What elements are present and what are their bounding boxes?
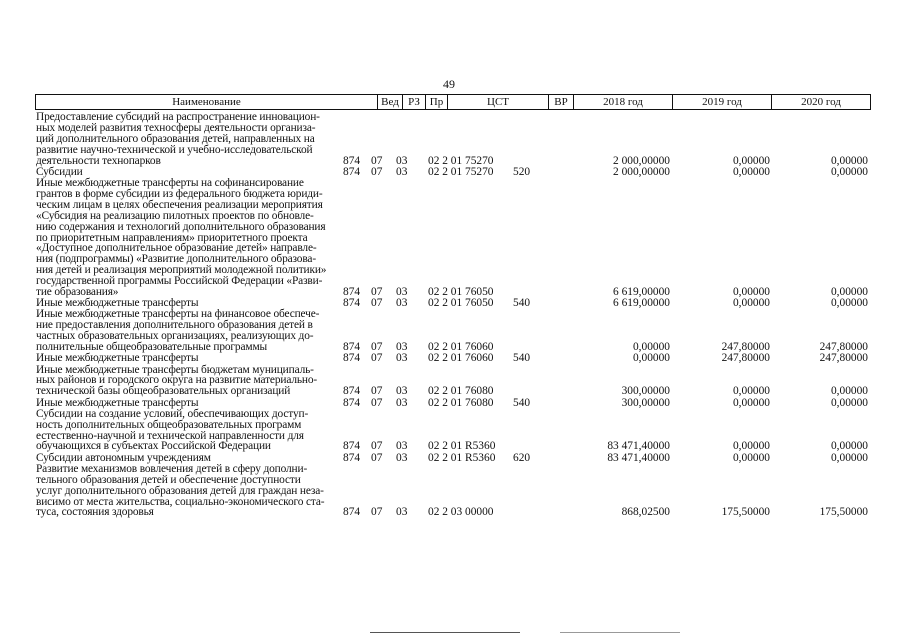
- row-name-line: тие образования»: [36, 286, 119, 299]
- row-name-line: ния детей и реализация мероприятий молодежной политики»: [36, 264, 327, 277]
- cell-y2019: 0,00000: [732, 154, 770, 167]
- header-ved: Вед: [381, 96, 399, 108]
- header-cst: ЦСТ: [487, 96, 509, 108]
- row-name-line: туса, состояния здоровья: [36, 506, 154, 519]
- row-name: [36, 409, 378, 453]
- cell-rz: 07: [371, 396, 383, 409]
- cell-cst: 02 2 01 76060: [428, 352, 494, 365]
- cell-rz: 07: [371, 341, 383, 354]
- cell-rz: 07: [371, 297, 383, 310]
- row-name: [36, 453, 378, 464]
- row-name: [36, 309, 378, 353]
- table-header: [35, 94, 871, 110]
- row-name-line: естественно-научной и технической направленности для: [36, 429, 304, 442]
- cell-cst: 02 2 01 76080: [428, 385, 494, 398]
- cell-y2018: 83 471,40000: [607, 440, 670, 453]
- cell-y2019: 175,50000: [721, 506, 770, 519]
- cell-y2018: 0,00000: [632, 341, 670, 354]
- cell-pr: 03: [396, 341, 408, 354]
- cell-ved: 874: [343, 506, 361, 519]
- cell-y2018: 2 000,00000: [613, 154, 670, 167]
- cell-cst: 02 2 03 00000: [428, 506, 494, 519]
- cell-pr: 03: [396, 352, 408, 365]
- row-name-line: Иные межбюджетные трансферты: [36, 396, 199, 409]
- row-name-line: грантов в форме субсидии из федерального бюджета юриди-: [36, 187, 323, 200]
- cell-rz: 07: [371, 352, 383, 365]
- cell-ved: 874: [343, 396, 361, 409]
- row-name-line: ческим лицам в целях обеспечения реализации мероприятия: [36, 198, 323, 211]
- cell-y2018: 6 619,00000: [613, 286, 670, 298]
- header-2020: 2020 год: [801, 96, 841, 108]
- row-name-line: Предоставление субсидий на распространение инновацион-: [36, 111, 320, 123]
- row-name-line: Иные межбюджетные трансферты: [36, 352, 199, 365]
- cell-pr: 03: [396, 154, 408, 167]
- cell-y2020: 0,00000: [830, 440, 868, 453]
- cell-ved: 874: [343, 385, 361, 398]
- row-name-line: Иные межбюджетные трансферты на финансовое обеспече-: [36, 308, 320, 321]
- cell-rz: 07: [371, 385, 383, 398]
- cell-ved: 874: [343, 154, 361, 167]
- header-vr: ВР: [554, 96, 568, 108]
- cell-vr: 520: [513, 165, 531, 178]
- row-name: [36, 398, 378, 409]
- cell-y2020: 0,00000: [830, 286, 868, 298]
- cell-ved: 874: [343, 451, 361, 464]
- cell-ved: 874: [343, 341, 361, 354]
- row-name-line: Субсидии на создание условий, обеспечивающих доступ-: [36, 407, 309, 420]
- row-name-line: государственной программы Российской Федерации «Разви-: [36, 275, 323, 288]
- row-name: [36, 365, 378, 398]
- row-name-line: обучающихся в субъектах Российской Федерации: [36, 440, 271, 453]
- cell-y2020: 0,00000: [830, 385, 868, 398]
- cell-pr: 03: [396, 297, 408, 310]
- row-name-line: полнительные общеобразовательные программы: [36, 341, 268, 354]
- header-rz: РЗ: [408, 96, 420, 108]
- row-name-line: ций дополнительного образования детей, направленных на: [36, 132, 315, 145]
- cell-y2018: 2 000,00000: [613, 165, 670, 178]
- cell-y2018: 83 471,40000: [607, 451, 670, 464]
- header-2019: 2019 год: [702, 96, 742, 108]
- cell-cst: 02 2 01 75270: [428, 154, 494, 167]
- cell-y2019: 0,00000: [732, 385, 770, 398]
- cell-y2019: 0,00000: [732, 451, 770, 464]
- page-number: 49: [443, 77, 455, 91]
- row-name-line: Субсидии автономным учреждениям: [36, 451, 211, 464]
- cell-cst: 02 2 01 76050: [428, 286, 494, 298]
- row-name-line: Иные межбюджетные трансферты бюджетам муниципаль-: [36, 363, 314, 376]
- cell-cst: 02 2 01 76060: [428, 341, 494, 354]
- cell-pr: 03: [396, 385, 408, 398]
- cell-y2019: 0,00000: [732, 440, 770, 453]
- cell-vr: 540: [513, 396, 531, 409]
- row-name-line: частных образовательных организациях, реализующих до-: [36, 330, 314, 343]
- cell-rz: 07: [371, 506, 383, 519]
- row-name-line: деятельности технопарков: [36, 154, 161, 167]
- row-name-line: ния (подпрограммы) «Развитие дополнительного образова-: [36, 253, 316, 266]
- cell-y2018: 868,02500: [621, 506, 670, 519]
- scan-artifact: [370, 632, 520, 633]
- cell-y2019: 0,00000: [732, 165, 770, 178]
- row-name-line: ных моделей развития техносферы деятельности организа-: [36, 121, 316, 134]
- row-name: [36, 464, 378, 519]
- row-name-line: услуг дополнительного образования детей для граждан неза-: [36, 484, 324, 497]
- cell-y2020: 0,00000: [830, 165, 868, 178]
- cell-rz: 07: [371, 451, 383, 464]
- row-name-line: Иные межбюджетные трансферты на софинансирование: [36, 177, 304, 189]
- header-pr: Пр: [429, 96, 444, 108]
- cell-rz: 07: [371, 286, 383, 298]
- cell-ved: 874: [343, 440, 361, 453]
- row-name: [36, 112, 378, 167]
- row-name-line: Развитие механизмов вовлечения детей в сферу дополни-: [36, 462, 308, 475]
- cell-y2020: 247,80000: [819, 352, 868, 365]
- cell-y2018: 300,00000: [621, 385, 670, 398]
- cell-cst: 02 2 01 75270: [428, 165, 494, 178]
- row-name-line: развитие научно-технической и учебно-исследовательской: [36, 143, 313, 156]
- cell-y2019: 0,00000: [732, 286, 770, 298]
- row-name-line: Иные межбюджетные трансферты: [36, 297, 199, 310]
- row-name-line: технической базы общеобразовательных организаций: [36, 385, 291, 398]
- header-name: Наименование: [172, 96, 241, 108]
- cell-pr: 03: [396, 396, 408, 409]
- cell-pr: 03: [396, 451, 408, 464]
- cell-vr: 540: [513, 352, 531, 365]
- cell-ved: 874: [343, 297, 361, 310]
- row-name-line: ние предоставления дополнительного образования детей в: [36, 319, 313, 332]
- cell-rz: 07: [371, 440, 383, 453]
- cell-y2020: 0,00000: [830, 154, 868, 167]
- cell-y2018: 6 619,00000: [613, 297, 670, 310]
- row-name-line: нию содержания и технологий дополнительного образования: [36, 220, 326, 233]
- cell-cst: 02 2 01 R5360: [428, 451, 496, 464]
- cell-y2018: 0,00000: [632, 352, 670, 365]
- cell-cst: 02 2 01 R5360: [428, 440, 496, 453]
- row-name-line: Субсидии: [36, 165, 83, 178]
- row-name-line: ных районов и городского округа на развитие материально-: [36, 374, 318, 387]
- cell-cst: 02 2 01 76080: [428, 396, 494, 409]
- cell-pr: 03: [396, 165, 408, 178]
- cell-y2020: 0,00000: [830, 297, 868, 310]
- cell-pr: 03: [396, 286, 408, 298]
- scan-artifact: [560, 632, 680, 633]
- cell-y2020: 175,50000: [819, 506, 868, 519]
- row-name-line: ность дополнительных общеобразовательных программ: [36, 418, 302, 431]
- row-name: [36, 178, 378, 298]
- cell-y2019: 0,00000: [732, 297, 770, 310]
- cell-cst: 02 2 01 76050: [428, 297, 494, 310]
- cell-pr: 03: [396, 440, 408, 453]
- cell-y2020: 0,00000: [830, 451, 868, 464]
- cell-y2019: 247,80000: [721, 352, 770, 365]
- row-name: [36, 353, 378, 364]
- cell-vr: 620: [513, 451, 531, 464]
- cell-pr: 03: [396, 506, 408, 519]
- cell-vr: 540: [513, 297, 531, 310]
- row-name-line: висимо от места жительства, социально-экономического ста-: [36, 495, 325, 508]
- cell-y2020: 0,00000: [830, 396, 868, 409]
- cell-ved: 874: [343, 352, 361, 365]
- row-name-line: «Доступное дополнительное образование детей» направле-: [36, 242, 317, 255]
- cell-ved: 874: [343, 165, 361, 178]
- row-name-line: «Субсидия на реализацию пилотных проектов по обновле-: [36, 209, 314, 222]
- cell-rz: 07: [371, 154, 383, 167]
- cell-y2019: 0,00000: [732, 396, 770, 409]
- cell-ved: 874: [343, 286, 361, 298]
- row-name-line: тельного образования детей и обеспечение доступности: [36, 473, 301, 486]
- header-2018: 2018 год: [603, 96, 643, 108]
- cell-rz: 07: [371, 165, 383, 178]
- cell-y2018: 300,00000: [621, 396, 670, 409]
- row-name-line: по приоритетным направлениям» приоритетного проекта: [36, 231, 308, 244]
- cell-y2020: 247,80000: [819, 341, 868, 354]
- cell-y2019: 247,80000: [721, 341, 770, 354]
